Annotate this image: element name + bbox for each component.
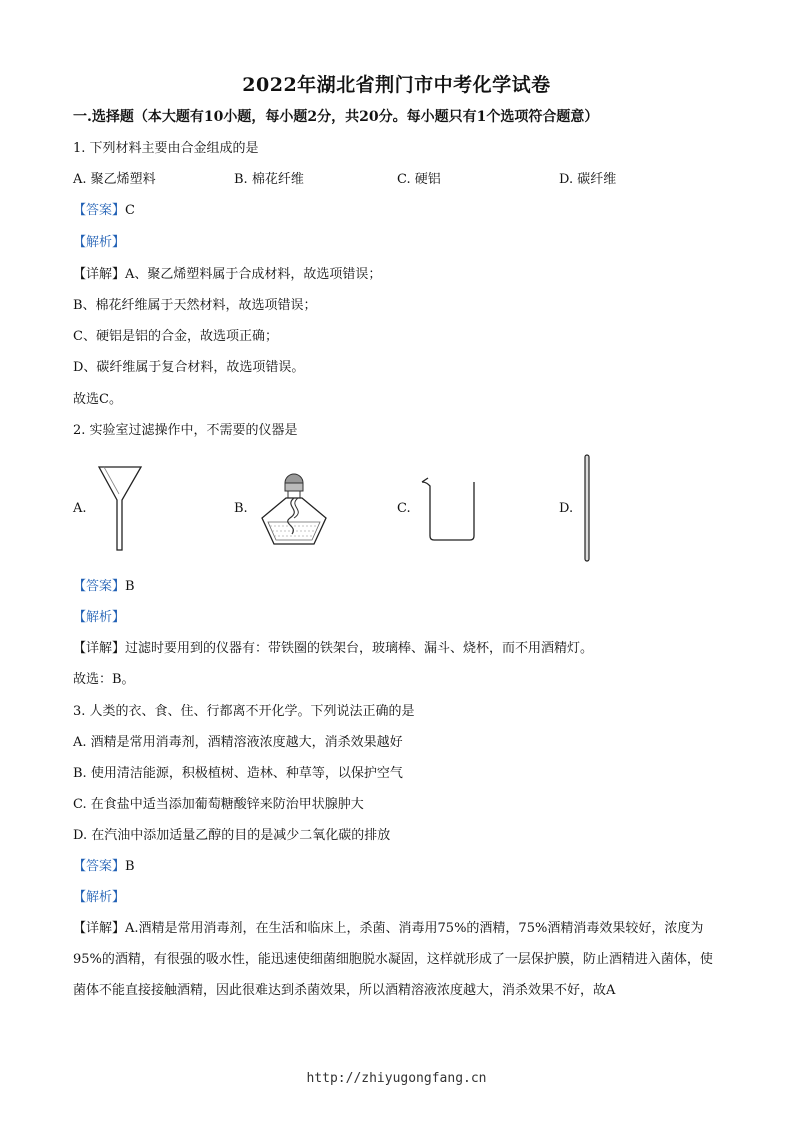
q2-option-c: C. bbox=[397, 501, 411, 516]
q1-analysis-label: 【解析】 bbox=[73, 235, 126, 250]
answer-label: 【答案】 bbox=[73, 859, 126, 874]
q1-detail-line: B、棉花纤维属于天然材料，故选项错误； bbox=[73, 298, 317, 313]
q3-answer bbox=[73, 858, 135, 876]
funnel-icon bbox=[96, 464, 146, 554]
q3-option-d: D. 在汽油中添加适量乙醇的目的是减少二氧化碳的排放 bbox=[73, 828, 391, 843]
detail-text: A、聚乙烯塑料属于合成材料，故选项错误； bbox=[125, 267, 382, 282]
q2-option-a: A. bbox=[73, 501, 87, 516]
footer-url[interactable]: http://zhiyugongfang.cn bbox=[306, 1071, 487, 1086]
q3-option-c: C. 在食盐中适当添加葡萄糖酸锌来防治甲状腺肿大 bbox=[73, 797, 364, 812]
q2-option-d: D. bbox=[559, 501, 574, 516]
detail-label: 【详解】 bbox=[73, 921, 126, 936]
answer-value: C bbox=[125, 203, 135, 218]
q3-detail-paragraph bbox=[73, 913, 723, 1006]
detail-label: 【详解】 bbox=[73, 641, 126, 656]
q1-detail-line bbox=[73, 266, 381, 284]
q1-option-c: C. 硬铝 bbox=[397, 172, 441, 187]
q2-detail-line bbox=[73, 640, 593, 658]
detail-label: 【详解】 bbox=[73, 267, 126, 282]
q1-option-b: B. 棉花纤维 bbox=[234, 172, 304, 187]
detail-text: A.酒精是常用消毒剂，在生活和临床上，杀菌、消毒用75%的酒精，75%酒精消毒效果较好，浓度为95%的酒精，有很强的吸水性，能迅速使细菌细胞脱水凝固，这样就形成了一层保护膜，防止酒精进入菌体，使菌体不能直接接触酒精，因此很难达到杀菌效果，所以酒精溶液浓度越大，消杀效果不好，故A bbox=[73, 921, 713, 998]
question-1-stem: 1. 下列材料主要由合金组成的是 bbox=[73, 141, 259, 156]
q1-option-d: D. 碳纤维 bbox=[559, 172, 617, 187]
beaker-icon bbox=[420, 476, 480, 542]
q2-conclusion: 故选：B。 bbox=[73, 672, 135, 687]
section-heading: 一.选择题（本大题有10小题，每小题2分，共20分。每小题只有1个选项符合题意） bbox=[73, 109, 599, 125]
q1-answer bbox=[73, 202, 135, 220]
question-3-stem: 3. 人类的衣、食、住、行都离不开化学。下列说法正确的是 bbox=[73, 704, 415, 719]
q1-option-a: A. 聚乙烯塑料 bbox=[73, 172, 156, 187]
answer-value: B bbox=[125, 859, 135, 874]
detail-text: 过滤时要用到的仪器有：带铁圈的铁架台，玻璃棒、漏斗、烧杯，而不用酒精灯。 bbox=[125, 641, 594, 656]
q2-analysis-label: 【解析】 bbox=[73, 610, 126, 625]
q3-option-b: B. 使用清洁能源，积极植树、造林、种草等，以保护空气 bbox=[73, 766, 403, 781]
q3-option-a: A. 酒精是常用消毒剂，酒精溶液浓度越大，消杀效果越好 bbox=[73, 735, 403, 750]
question-2-stem: 2. 实验室过滤操作中，不需要的仪器是 bbox=[73, 423, 298, 438]
q1-conclusion: 故选C。 bbox=[73, 392, 122, 407]
answer-value: B bbox=[125, 579, 135, 594]
q2-option-b: B. bbox=[234, 501, 248, 516]
q1-detail-line: D、碳纤维属于复合材料，故选项错误。 bbox=[73, 360, 305, 375]
q3-analysis-label: 【解析】 bbox=[73, 890, 126, 905]
answer-label: 【答案】 bbox=[73, 579, 126, 594]
alcohol-lamp-icon bbox=[256, 470, 336, 550]
answer-label: 【答案】 bbox=[73, 203, 126, 218]
q2-answer bbox=[73, 578, 135, 596]
page-title: 2022年湖北省荆门市中考化学试卷 bbox=[242, 74, 551, 96]
q1-detail-line: C、硬铝是铝的合金，故选项正确； bbox=[73, 329, 278, 344]
glass-rod-icon bbox=[583, 453, 593, 563]
